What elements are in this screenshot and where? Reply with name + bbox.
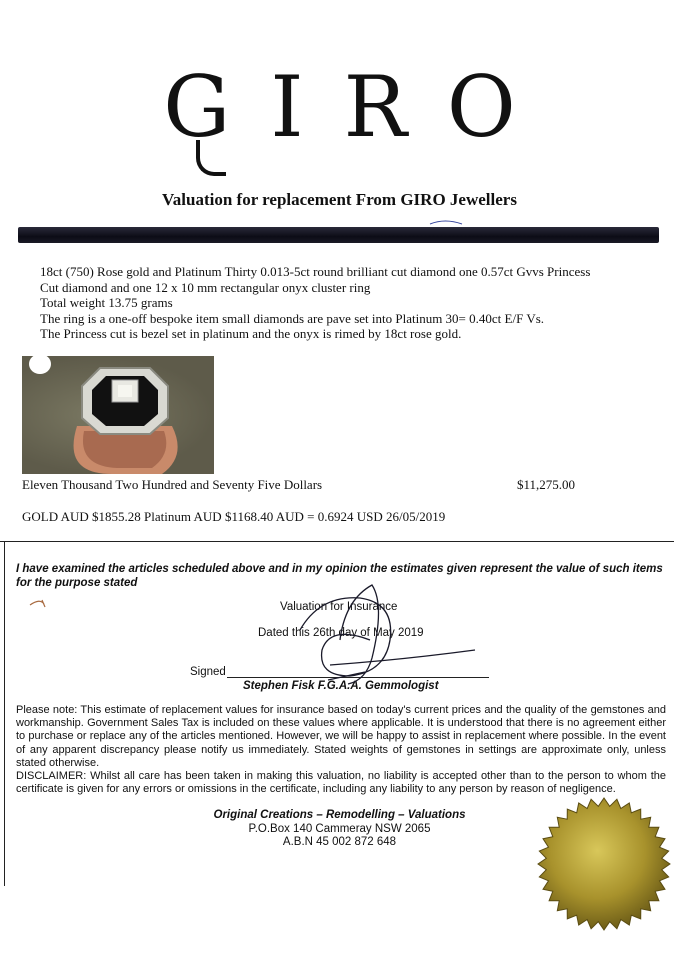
ring-photo bbox=[22, 356, 214, 474]
section-divider bbox=[0, 541, 674, 542]
logo-flourish bbox=[196, 140, 226, 176]
valuation-purpose: Valuation for Insurance bbox=[280, 601, 398, 613]
description-line: Cut diamond and one 12 x 10 mm rectangular onyx cluster ring bbox=[40, 279, 371, 295]
signer-name: Stephen Fisk F.G.A.A. Gemmologist bbox=[243, 680, 439, 692]
company-address: P.O.Box 140 Cammeray NSW 2065 bbox=[248, 822, 431, 835]
header-divider-bar bbox=[18, 227, 659, 243]
description-line: The ring is a one-off bespoke item small diamonds are pave set into Platinum 30= 0.40ct E/F Vs. bbox=[40, 310, 545, 326]
company-abn: A.B.N 45 002 872 648 bbox=[282, 836, 397, 848]
description-line: The Princess cut is bezel set in platinum and the onyx is rimed by 18ct rose gold. bbox=[40, 326, 462, 341]
giro-logo: GIRO bbox=[163, 58, 556, 156]
signed-label: Signed bbox=[190, 666, 226, 678]
signature-line bbox=[227, 677, 489, 678]
valuation-amount: $11,275.00 bbox=[517, 477, 576, 492]
description-line: 18ct (750) Rose gold and Platinum Thirty 0.013-5ct round brilliant cut diamond one 0.57ct Gvvs Princess bbox=[40, 264, 591, 279]
valuation-amount-words: Eleven Thousand Two Hundred and Seventy Five Dollars bbox=[22, 477, 323, 492]
metal-rates: GOLD AUD $1855.28 Platinum AUD $1168.40 AUD = 0.6924 USD 26/05/2019 bbox=[22, 509, 446, 524]
ring-illustration bbox=[22, 356, 214, 474]
gold-seal-icon bbox=[537, 797, 671, 931]
disclaimer-text: DISCLAIMER: Whilst all care has been taken in making this valuation, no liability is accepted other than to the person to whom the certificate is given for any errors or omissions in the certificate, including any liability to any person by reason of negligence. bbox=[16, 770, 666, 796]
date-line: Dated this 26th day of May 2019 bbox=[258, 627, 424, 639]
company-tagline: Original Creations – Remodelling – Valuations bbox=[213, 809, 466, 821]
notes-block bbox=[16, 704, 666, 796]
item-description bbox=[40, 264, 650, 342]
page-title: Valuation for replacement From GIRO Jewellers bbox=[162, 190, 517, 209]
certification-statement: I have examined the articles scheduled above and in my opinion the estimates given represent the value of such items for the purpose stated bbox=[16, 563, 663, 589]
please-note-text: Please note: This estimate of replacement values for insurance based on today's current prices and the quality of the gemstones and workmanship. Government Sales Tax is included on these values where applicable. It is understood that there is no agreement either to purchase or replace any of the articles mentioned. However, we will be happy to assist in replacement where possible. In the event of any apparent discrepancy please notify us immediately. Stated weights of gemstones in settings are approximate only, unless stated otherwise. bbox=[16, 704, 666, 769]
description-line: Total weight 13.75 grams bbox=[40, 295, 173, 310]
